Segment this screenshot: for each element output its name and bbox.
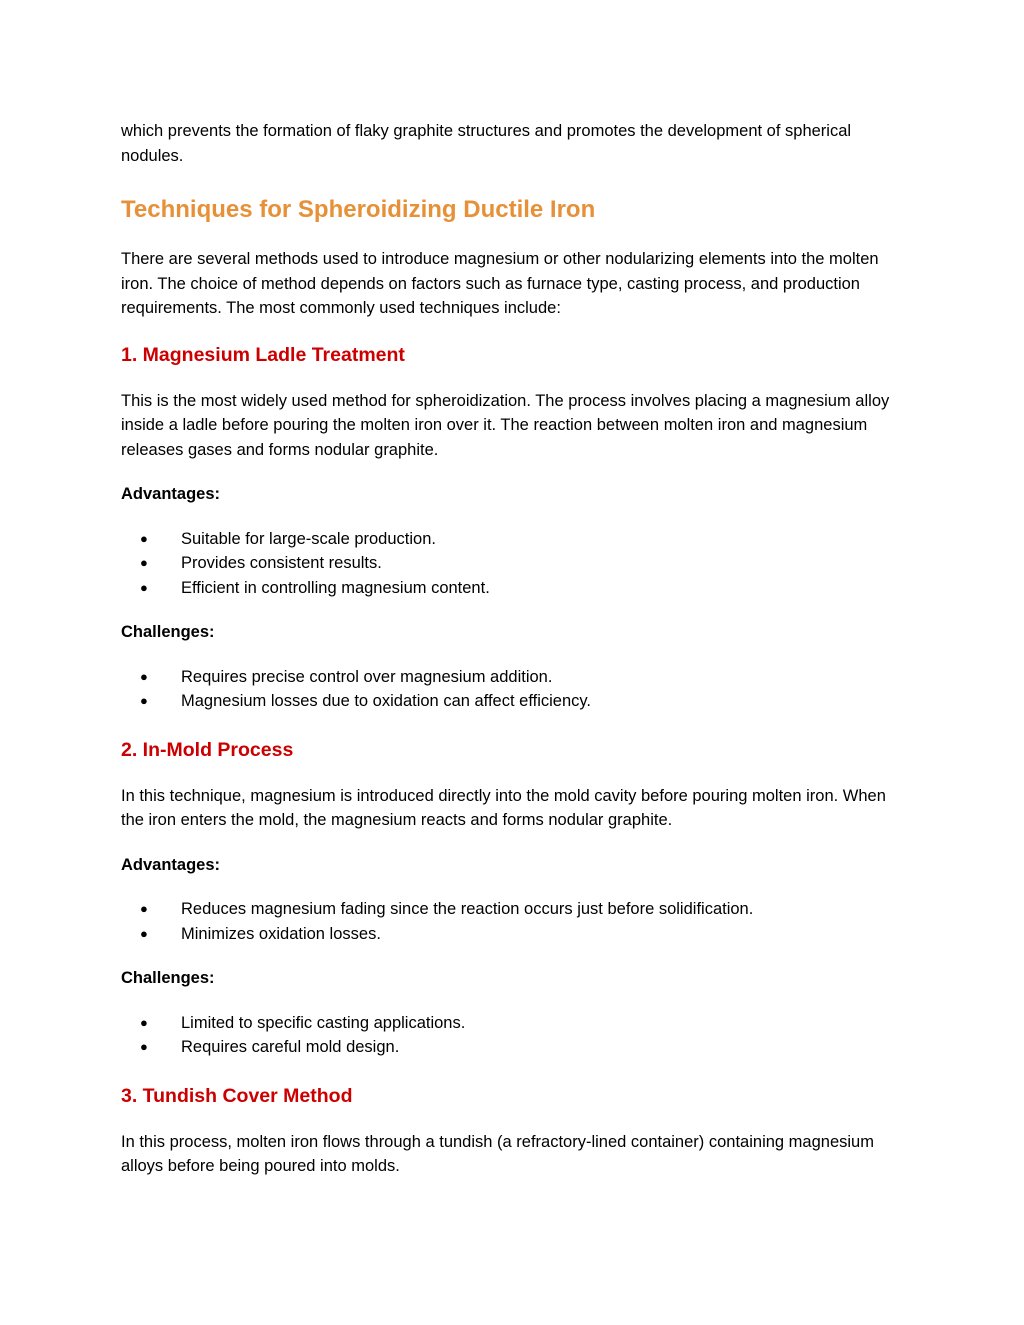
bullet-icon: ●: [140, 1014, 148, 1030]
list-item: ● Requires careful mold design.: [121, 1035, 901, 1060]
list-item: ● Efficient in controlling magnesium content.: [121, 576, 901, 601]
method-2-heading: 2. In-Mold Process: [121, 738, 294, 761]
method-1-heading: 1. Magnesium Ladle Treatment: [121, 343, 405, 366]
list-item: ● Requires precise control over magnesium addition.: [121, 665, 901, 690]
section-intro-paragraph: There are several methods used to introduce magnesium or other nodularizing elements into the molten iron. The choice of method depends on factors such as furnace type, casting process, and production requirements. The most commonly used techniques include:: [121, 250, 879, 317]
list-item: ● Minimizes oxidation losses.: [121, 922, 901, 947]
intro-continuation-paragraph: which prevents the formation of flaky graphite structures and promotes the development of spherical nodules.: [121, 122, 852, 165]
method-2-advantages-list: [121, 897, 901, 946]
list-item: ● Provides consistent results.: [121, 551, 901, 576]
method-3-heading: 3. Tundish Cover Method: [121, 1084, 353, 1107]
method-1-advantages-label: Advantages:: [121, 485, 221, 503]
bullet-icon: ●: [140, 1039, 148, 1054]
bullet-icon: ●: [140, 693, 148, 708]
method-2-advantages-label: Advantages:: [121, 855, 221, 874]
method-1-challenges-label: Challenges:: [121, 623, 215, 641]
bullet-icon: ●: [140, 555, 148, 570]
method-3-description: In this process, molten iron flows through a tundish (a refractory-lined container) containing magnesium alloys before being poured into molds.: [121, 1132, 874, 1175]
bullet-icon: ●: [140, 901, 148, 916]
bullet-icon: ●: [140, 579, 148, 595]
method-1-description: This is the most widely used method for spheroidization. The process involves placing a magnesium alloy inside a ladle before pouring the molten iron over it. The reaction between molten iron and magnesium releases gases and forms nodular graphite.: [121, 391, 890, 459]
document-page: [121, 119, 901, 1179]
bullet-icon: ●: [140, 530, 148, 546]
method-2-challenges-label: Challenges:: [121, 969, 215, 987]
list-item: ● Magnesium losses due to oxidation can affect efficiency.: [121, 689, 901, 714]
method-1-challenges-list: [121, 665, 901, 714]
list-item: ● Reduces magnesium fading since the reaction occurs just before solidification.: [121, 897, 901, 922]
bullet-icon: ●: [140, 668, 148, 684]
list-item: ● Limited to specific casting applications.: [121, 1011, 901, 1036]
method-2-description: In this technique, magnesium is introduced directly into the mold cavity before pouring molten iron. When the iron enters the mold, the magnesium reacts and forms nodular graphite.: [121, 786, 886, 829]
method-2-challenges-list: [121, 1011, 901, 1060]
list-item: ● Suitable for large-scale production.: [121, 527, 901, 552]
section-heading: Techniques for Spheroidizing Ductile Iron: [121, 196, 596, 223]
bullet-icon: ●: [140, 925, 148, 941]
method-1-advantages-list: [121, 527, 901, 601]
